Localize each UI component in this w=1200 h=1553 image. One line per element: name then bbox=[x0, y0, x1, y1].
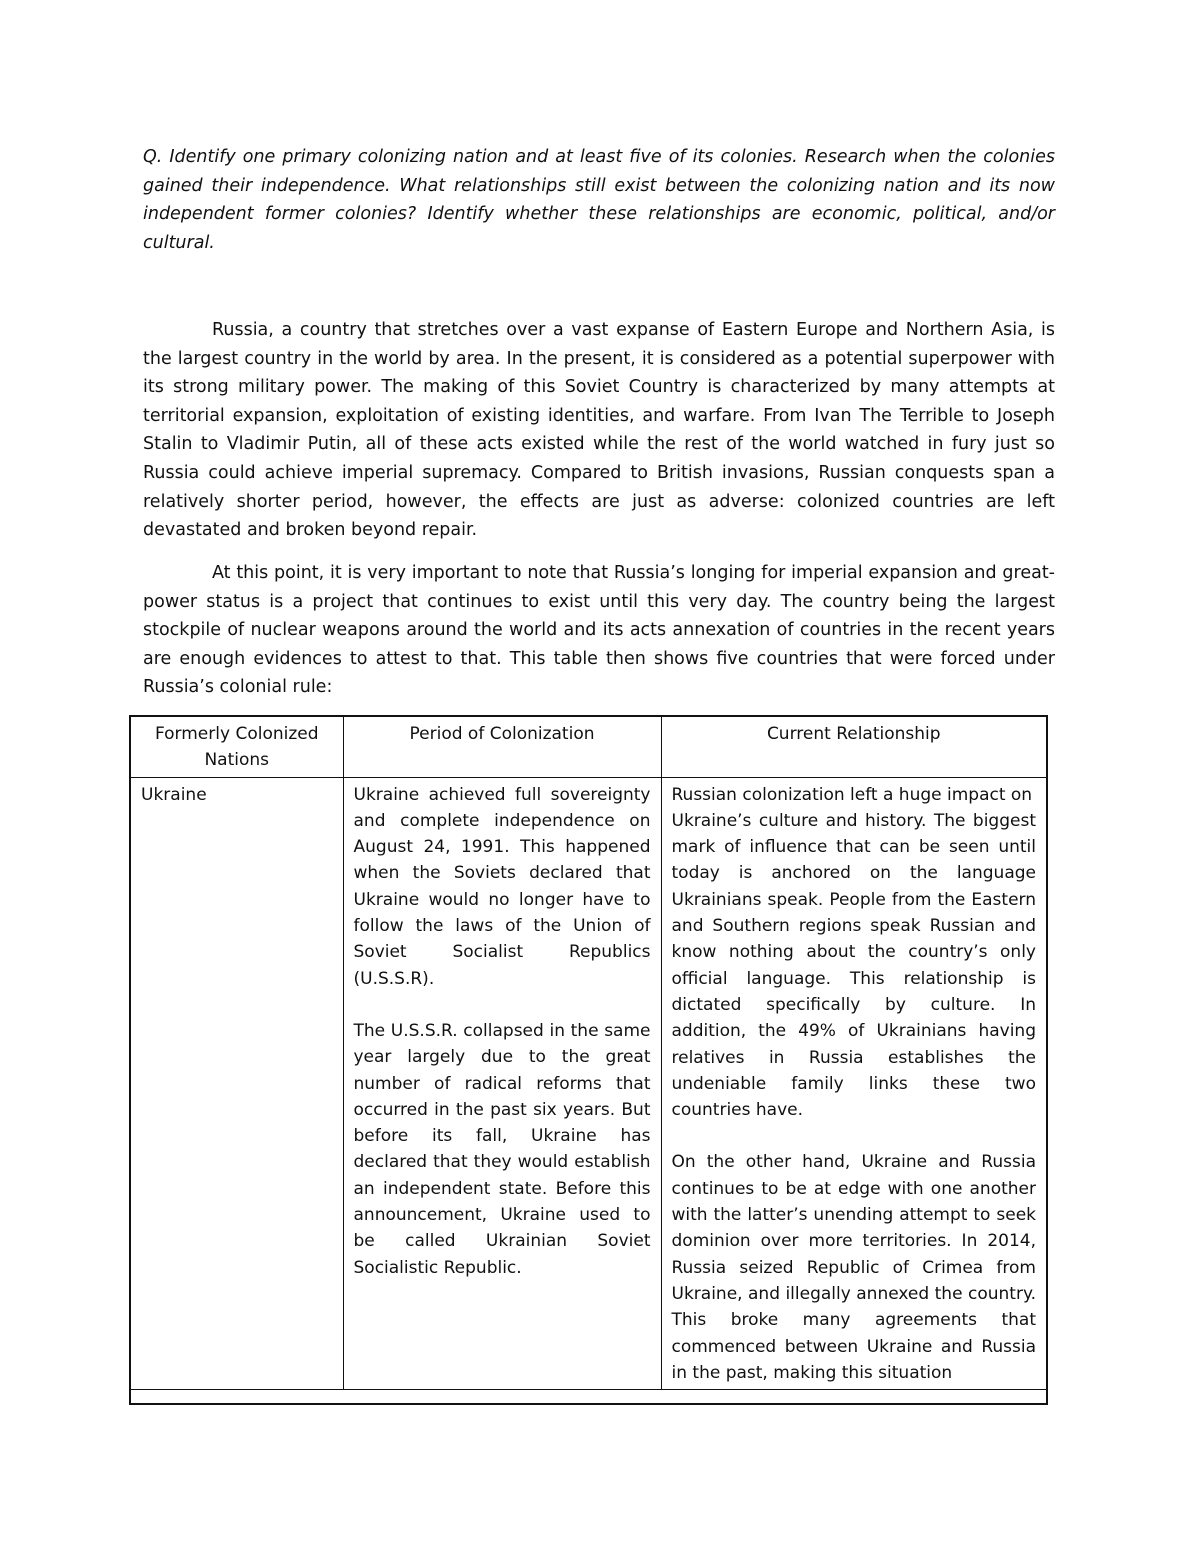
table-header-row bbox=[131, 717, 1046, 777]
colonies-table bbox=[129, 715, 1048, 1405]
period-paragraph-2: The U.S.S.R. collapsed in the same year largely due to the great number of radical reforms that occurred in the past six years. But before its fall, Ukraine has declared that they would establish an independent state. Before this announcement, Ukraine used to be called Ukrainian Soviet Socialistic Republic. bbox=[353, 1020, 651, 1278]
cell-nation: Ukraine bbox=[131, 777, 343, 1390]
header-period-of-colonization: Period of Colonization bbox=[343, 717, 661, 777]
cell-period bbox=[343, 777, 661, 1390]
relationship-paragraph-3: On the other hand, Ukraine and Russia continues to be at edge with one another with the latter’s unending attempt to seek dominion over more territories. In 2014, Russia seized Republic of Crimea from Ukraine, and illegally annexed the country. This broke many agreements that commenced between Ukraine and Russia in the past, making this situation bbox=[671, 1152, 1036, 1383]
colonies-table-grid bbox=[131, 717, 1046, 1390]
assignment-question: Q. Identify one primary colonizing nation and at least five of its colonies. Research when the colonies gained their independence. What relationships still exist between the colonizing nation and its now independent former colonies? Identify whether these relationships are economic, political, and/or cultural. bbox=[143, 147, 1055, 253]
body-paragraph-2: At this point, it is very important to note that Russia’s longing for imperial expansion and great-power status is a project that continues to exist until this very day. The country being the largest stockpile of nuclear weapons around the world and its acts annexation of countries in the recent years are enough evidences to attest to that. This table then shows five countries that were forced under Russia’s colonial rule: bbox=[143, 563, 1055, 698]
body-paragraph-1: Russia, a country that stretches over a vast expanse of Eastern Europe and Northern Asia, is the largest country in the world by area. In the present, it is considered as a potential superpower with its strong military power. The making of this Soviet Country is characterized by many attempts at territorial expansion, exploitation of existing identities, and warfare. From Ivan The Terrible to Joseph Stalin to Vladimir Putin, all of these acts existed while the rest of the world watched in fury just so Russia could achieve imperial supremacy. Compared to British invasions, Russian conquests span a relatively shorter period, however, the effects are just as adverse: colonized countries are left devastated and broken beyond repair. bbox=[143, 320, 1055, 541]
header-current-relationship: Current Relationship bbox=[661, 717, 1046, 777]
period-paragraph-1: Ukraine achieved full sovereignty and complete independence on August 24, 1991. This happened when the Soviets declared that Ukraine would no longer have to follow the laws of the Union of Soviet Socialist Republics (U.S.S.R). bbox=[353, 784, 651, 989]
header-formerly-colonized-nations: Formerly Colonized Nations bbox=[131, 717, 343, 777]
cell-relationship bbox=[661, 777, 1046, 1390]
table-row bbox=[131, 777, 1046, 1390]
relationship-paragraph-2: Ukraine’s culture and history. The biggest mark of influence that can be seen until today is anchored on the language Ukrainians speak. People from the Eastern and Southern regions speak Russian and know nothing about the country’s only official language. This relationship is dictated specifically by culture. In addition, the 49% of Ukrainians having relatives in Russia establishes the undeniable family links these two countries have. bbox=[671, 810, 1036, 1121]
relationship-paragraph-1: Russian colonization left a huge impact on bbox=[671, 784, 1033, 805]
